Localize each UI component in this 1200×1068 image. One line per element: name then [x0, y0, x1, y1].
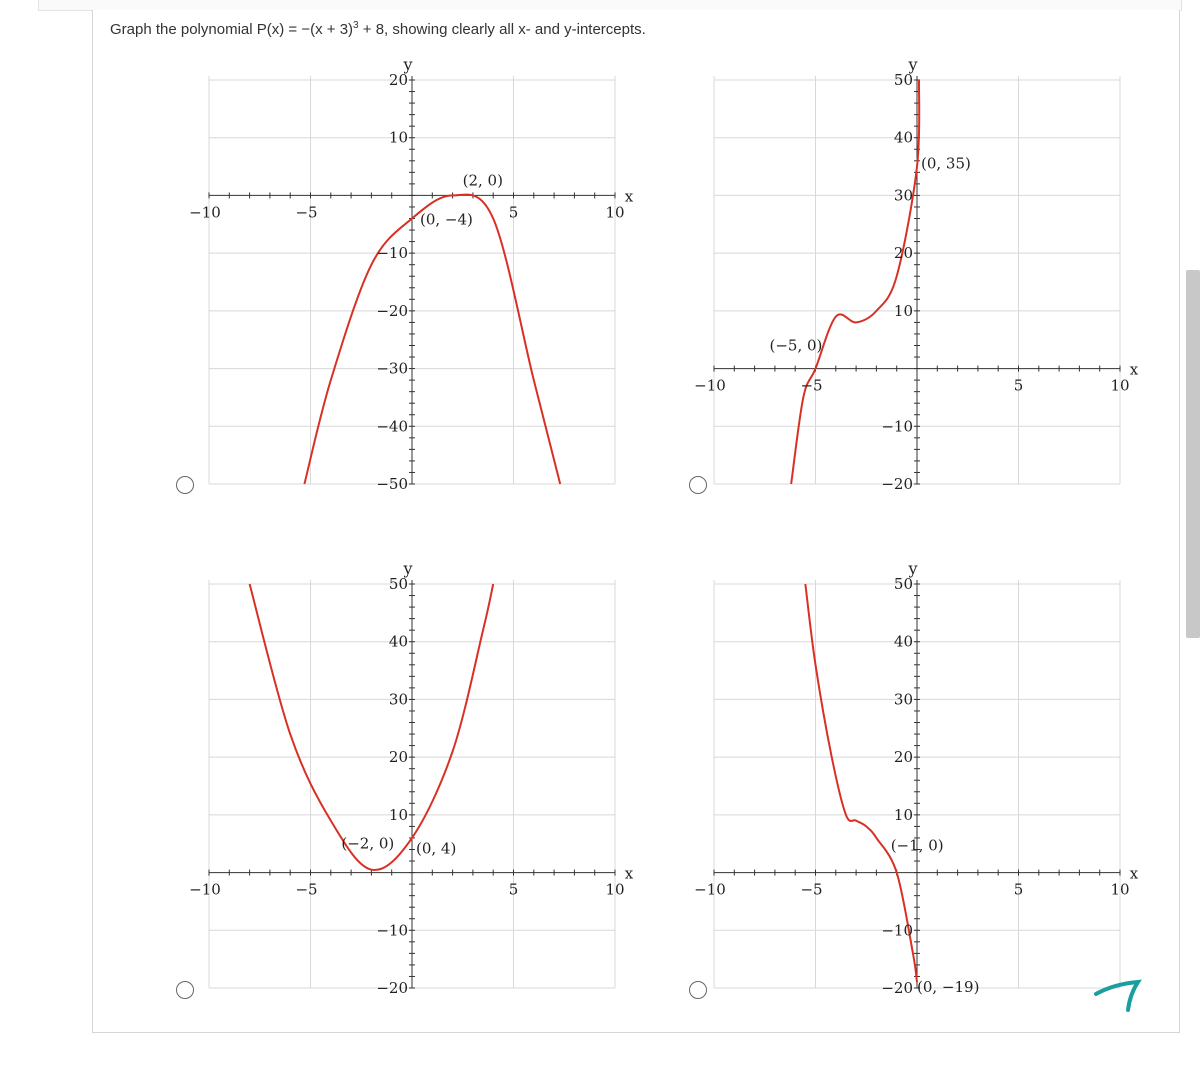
x-tick-label: 5 — [1013, 880, 1024, 899]
y-tick-label: −20 — [881, 475, 913, 493]
intercept-label: (−5, 0) — [769, 336, 823, 355]
y-tick-label: −10 — [881, 417, 913, 436]
x-axis-label: x — [1129, 360, 1139, 379]
x-tick-label: −5 — [295, 203, 318, 222]
y-tick-label: −10 — [376, 921, 408, 940]
y-tick-label: −40 — [376, 417, 408, 436]
y-tick-label: −50 — [376, 475, 408, 493]
x-tick-label: −10 — [189, 880, 221, 899]
question-prefix: Graph the polynomial — [110, 21, 257, 38]
y-tick-label: 40 — [893, 128, 913, 147]
graph-d-svg — [694, 556, 1150, 1001]
x-tick-label: 10 — [605, 880, 625, 899]
y-tick-label: 10 — [893, 805, 913, 824]
y-tick-label: 30 — [893, 690, 913, 709]
question-lhs: P(x) = — [256, 21, 302, 38]
option-c-radio[interactable] — [176, 981, 194, 999]
x-axis-label: x — [624, 187, 634, 206]
x-tick-label: −10 — [189, 203, 221, 222]
intercept-label: (−1, 0) — [890, 836, 944, 855]
x-axis-label: x — [1129, 864, 1139, 883]
y-tick-label: 20 — [388, 748, 408, 767]
intercept-label: (2, 0) — [462, 171, 503, 190]
question-exponent: 3 — [353, 20, 359, 31]
graph-option-a[interactable] — [189, 52, 645, 497]
handwritten-mark-icon — [1090, 976, 1150, 1016]
question-poly-tail: + 8, — [358, 21, 389, 38]
y-tick-label: 30 — [893, 186, 913, 205]
polynomial-curve — [250, 584, 494, 870]
intercept-label: (0, −19) — [917, 978, 980, 997]
y-axis-label: y — [403, 559, 413, 578]
y-tick-label: 50 — [388, 575, 408, 593]
graph-a-svg — [189, 52, 645, 497]
x-tick-label: −5 — [295, 880, 318, 899]
question-rest: showing clearly all x- and y-intercepts. — [388, 21, 646, 38]
option-a-radio[interactable] — [176, 476, 194, 494]
y-axis-label: y — [403, 55, 413, 74]
question-poly: −(x + 3) — [301, 21, 354, 38]
y-tick-label: 20 — [893, 748, 913, 767]
x-tick-label: 10 — [1110, 376, 1130, 395]
vertical-scrollbar[interactable] — [1186, 270, 1200, 638]
y-tick-label: −20 — [376, 979, 408, 997]
y-tick-label: 10 — [388, 805, 408, 824]
y-tick-label: 10 — [893, 301, 913, 320]
x-axis-label: x — [624, 864, 634, 883]
intercept-label: (0, 35) — [921, 154, 971, 173]
graph-option-c[interactable] — [189, 556, 645, 1001]
y-tick-label: 20 — [893, 244, 913, 263]
question-text — [110, 20, 646, 38]
graph-c-svg — [189, 556, 645, 1001]
polynomial-curve — [304, 195, 560, 484]
x-tick-label: −5 — [800, 880, 823, 899]
x-tick-label: 10 — [605, 203, 625, 222]
intercept-label: (0, −4) — [420, 210, 473, 229]
y-tick-label: 10 — [388, 128, 408, 147]
x-tick-label: −5 — [800, 376, 823, 395]
y-tick-label: −10 — [376, 244, 408, 263]
y-tick-label: −10 — [881, 921, 913, 940]
x-tick-label: 10 — [1110, 880, 1130, 899]
x-tick-label: −10 — [694, 376, 726, 395]
x-tick-label: −10 — [694, 880, 726, 899]
y-tick-label: 30 — [388, 690, 408, 709]
x-tick-label: 5 — [1013, 376, 1024, 395]
y-tick-label: −30 — [376, 359, 408, 378]
y-axis-label: y — [908, 559, 918, 578]
y-tick-label: 20 — [388, 71, 408, 89]
intercept-label: (0, 4) — [416, 839, 457, 858]
intercept-label: (−2, 0) — [341, 834, 395, 853]
x-tick-label: 5 — [508, 880, 519, 899]
x-tick-label: 5 — [508, 203, 519, 222]
graph-option-b[interactable] — [694, 52, 1150, 497]
y-axis-label: y — [908, 55, 918, 74]
y-tick-label: 40 — [893, 632, 913, 651]
graph-b-svg — [694, 52, 1150, 497]
y-tick-label: −20 — [881, 979, 913, 997]
graph-option-d[interactable] — [694, 556, 1150, 1001]
y-tick-label: 40 — [388, 632, 408, 651]
y-tick-label: 50 — [893, 575, 913, 593]
y-tick-label: 50 — [893, 71, 913, 89]
y-tick-label: −20 — [376, 301, 408, 320]
